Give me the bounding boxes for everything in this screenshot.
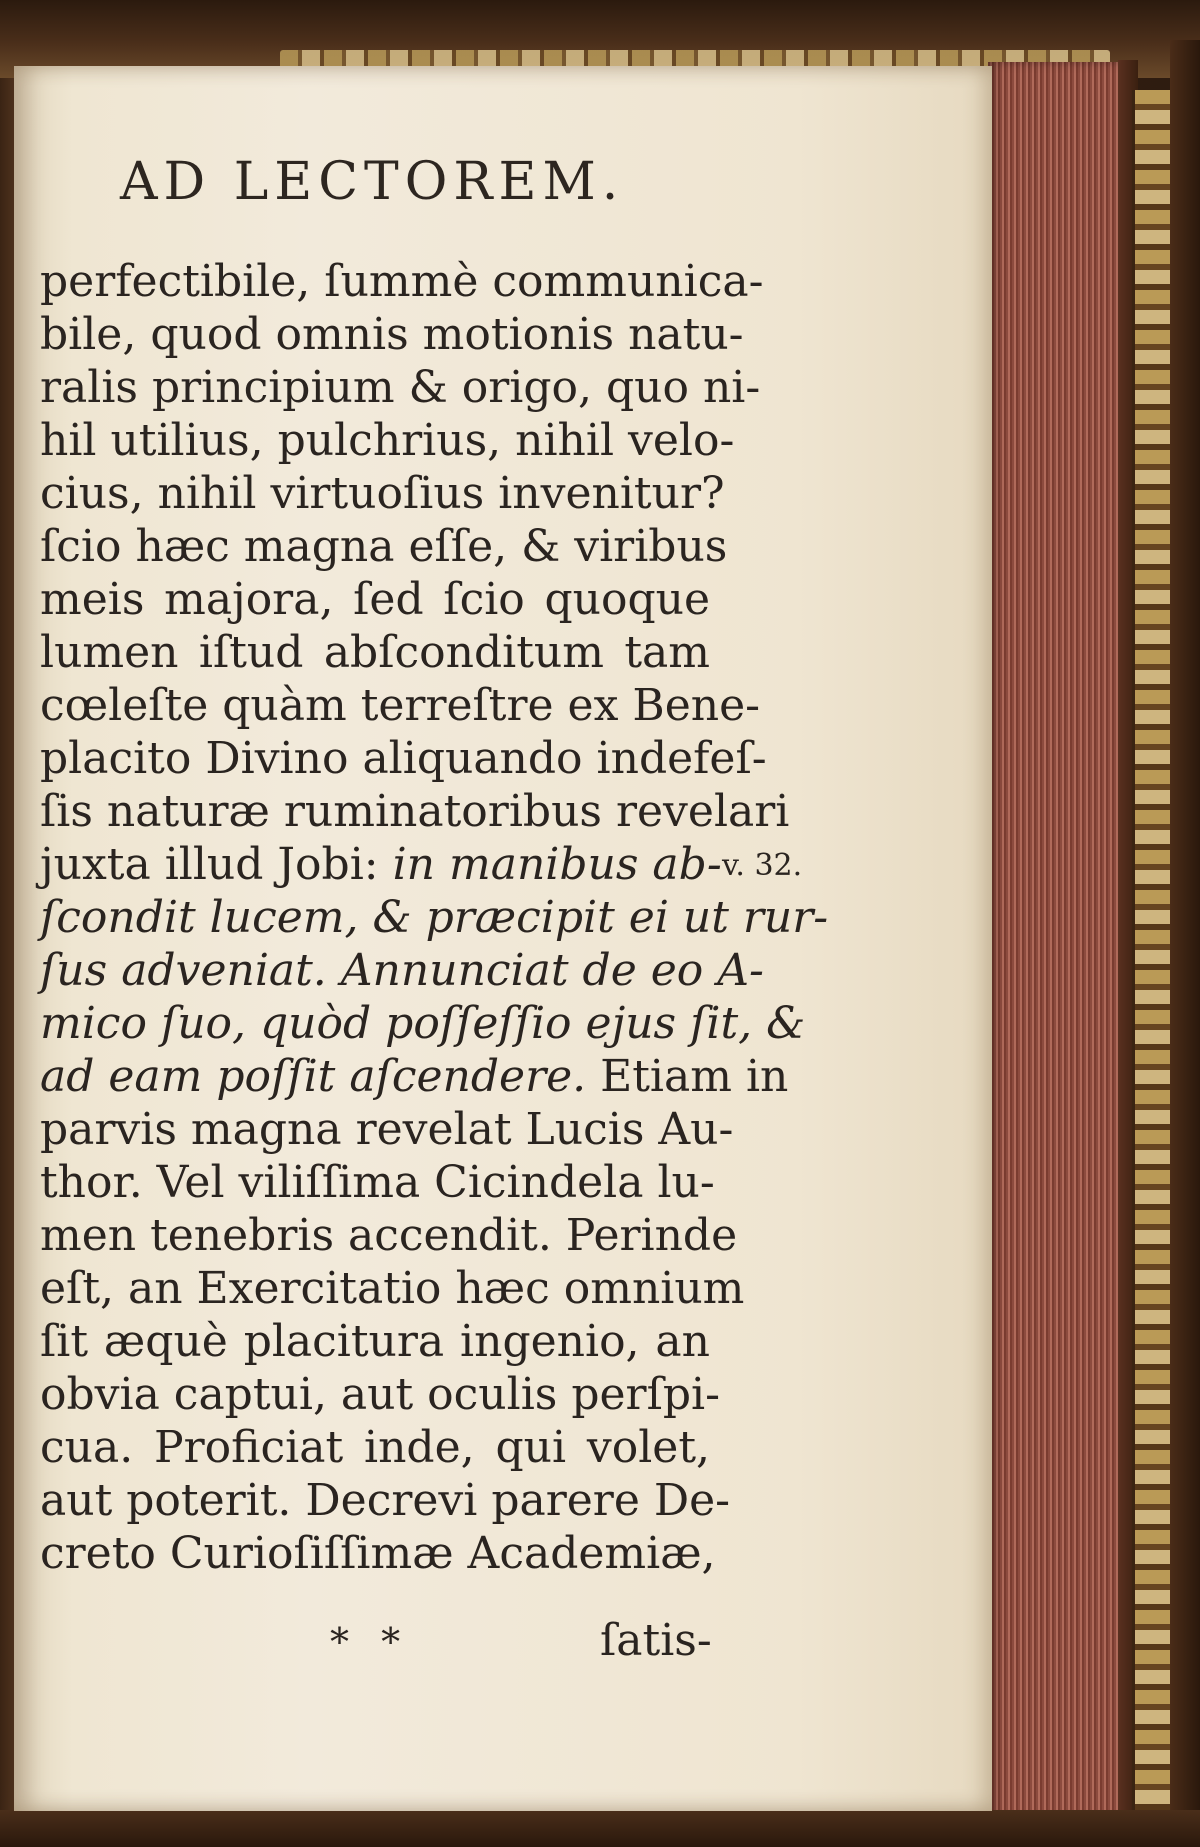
italic-segment: ad eam poſſit aſcendere. — [40, 1051, 587, 1102]
text-line: cœleſte quàm terreſtre ex Bene- — [40, 680, 761, 731]
text-line: bile, quod omnis motionis natu- — [40, 309, 744, 360]
text-line: obvia captui, aut oculis perſpi- — [40, 1369, 720, 1420]
text-line: ſcio hæc magna eſſe, & viribus — [40, 521, 728, 572]
text-line: perfectibile, ſummè communica- — [40, 256, 764, 307]
text-line: ralis principium & origo, quo ni- — [40, 362, 761, 413]
text-line: lumen iſtud abſconditum tam — [40, 627, 710, 678]
text-line: cua. Proficiat inde, qui volet, — [40, 1422, 710, 1473]
text-segment: Etiam in — [586, 1051, 789, 1102]
text-line: placito Divino aliquando indefeſ- — [40, 733, 767, 784]
text-segment: juxta illud Jobi: — [40, 839, 393, 890]
text-line: cius, nihil virtuoſius invenitur? — [40, 468, 725, 519]
text-line-italic: mico ſuo, quòd poſſeſſio ejus ſit, & — [40, 998, 806, 1049]
text-line: ſit æquè placitura ingenio, an — [40, 1316, 710, 1367]
text-line-italic: ſcondit lucem, & præcipit ei ut rur- — [40, 892, 829, 943]
text-line-italic: ſus adveniat. Annunciat de eo A- — [40, 945, 764, 996]
italic-segment: in manibus ab- — [392, 839, 722, 890]
running-head: AD LECTOREM. — [120, 152, 625, 212]
text-line: parvis magna revelat Lucis Au- — [40, 1104, 734, 1155]
text-line: ſis naturæ ruminatoribus revelari — [40, 786, 790, 837]
page-edges — [988, 62, 1128, 1822]
text-line: eſt, an Exercitatio hæc omnium — [40, 1263, 745, 1314]
spine — [1170, 40, 1200, 1847]
text-line: thor. Vel viliſſima Cicindela lu- — [40, 1157, 715, 1208]
text-line: hil utilius, pulchrius, nihil velo- — [40, 415, 735, 466]
text-line — [40, 1050, 789, 1103]
text-line: aut poterit. Decrevi parere De- — [40, 1475, 731, 1526]
margin-note: v. 32. — [722, 848, 803, 883]
catchword: ſatis- — [600, 1615, 712, 1666]
text-line: creto Curioſiſſimæ Academiæ, — [40, 1528, 716, 1579]
bottom-board — [0, 1810, 1200, 1847]
text-line — [40, 838, 722, 891]
text-line: meis majora, ſed ſcio quoque — [40, 574, 710, 625]
signature-mark: * * — [330, 1620, 411, 1664]
text-line: men tenebris accendit. Perinde — [40, 1210, 738, 1261]
